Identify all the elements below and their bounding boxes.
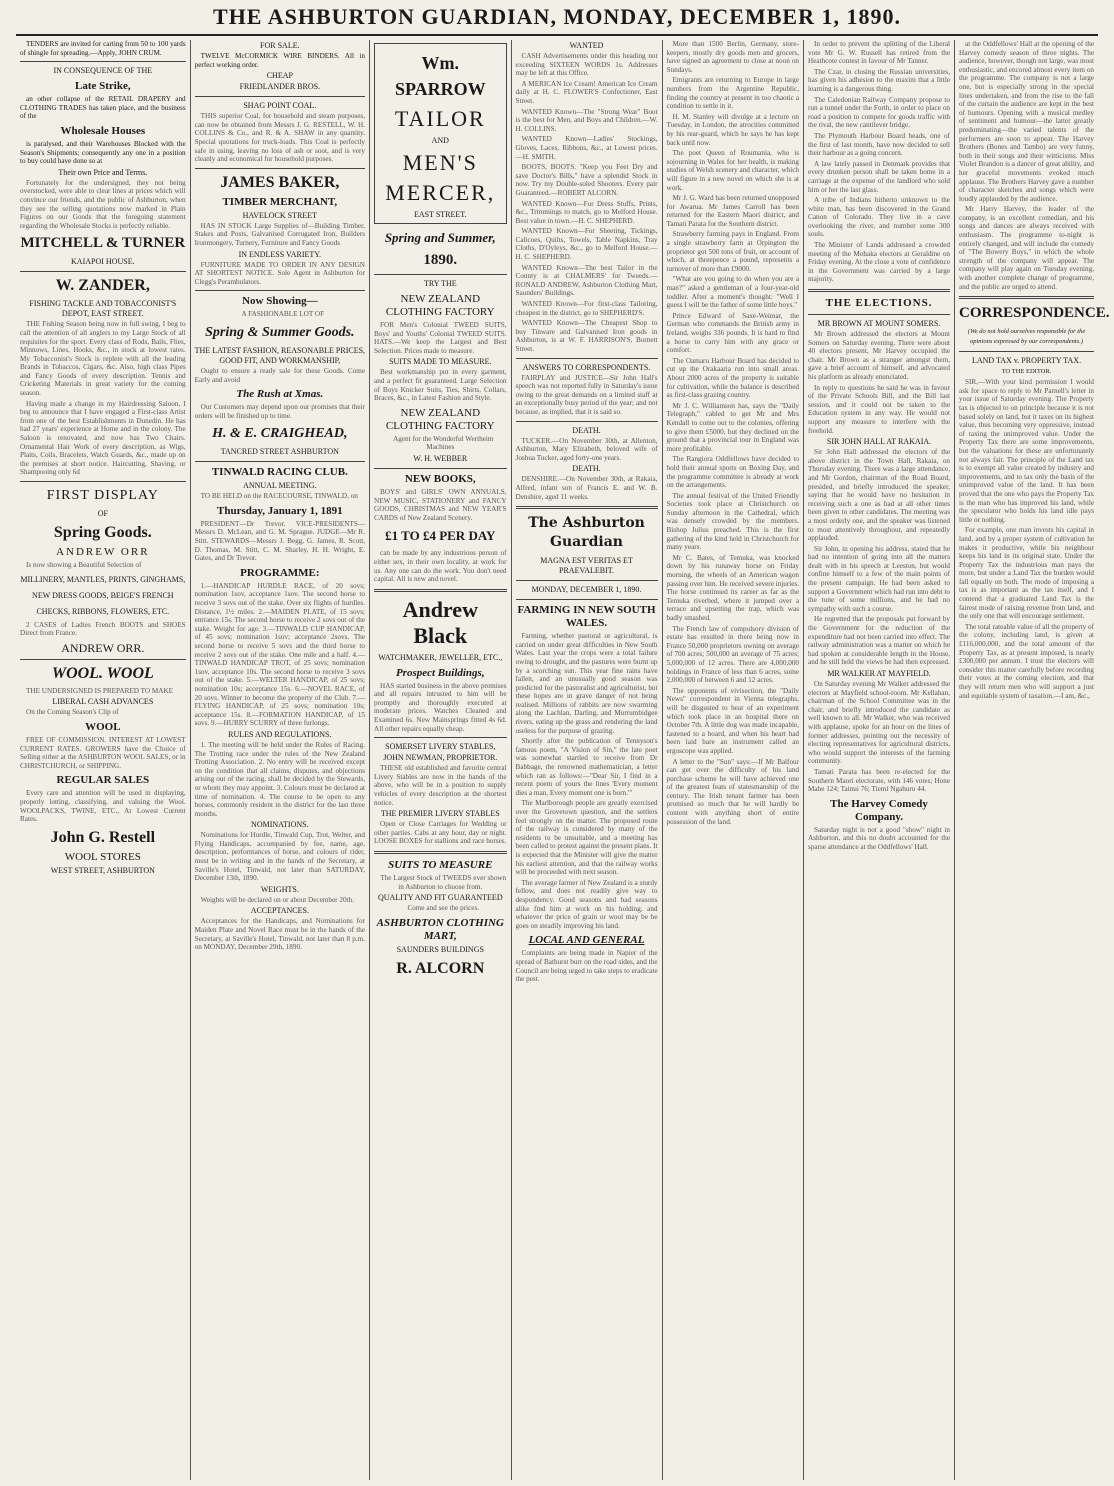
and-word: AND: [431, 136, 449, 145]
shag-point: SHAG POINT COAL.: [243, 101, 317, 111]
binders-notice: TWELVE McCORMICK WIRE BINDERS. All in perfect working order.: [194, 52, 366, 69]
mayfield: MR WALKER AT MAYFIELD.: [827, 669, 931, 678]
james-baker: JAMES BAKER,: [220, 173, 340, 191]
to-editor: TO THE EDITOR.: [1001, 368, 1052, 376]
spring-summer-goods: Spring & Summer Goods.: [205, 324, 355, 340]
restell-name: John G. Restell: [50, 828, 156, 846]
death-1: DEATH.: [572, 425, 601, 435]
friedlander: FRIEDLANDER BROS.: [239, 82, 321, 92]
correspondence-heading: CORRESPONDENCE.: [959, 305, 1110, 322]
newman: JOHN NEWMAN, PROPRIETOR.: [383, 753, 498, 763]
of-word: OF: [97, 509, 108, 518]
tancred-street: TANCRED STREET ASHBURTON: [220, 447, 339, 457]
new-books: NEW BOOKS,: [404, 472, 476, 485]
column-2: FOR SALE. TWELVE McCORMICK WIRE BINDERS. All in perfect working order. CHEAP FRIEDLANDER BROS. SHAG POINT COAL. THIS superior Coal, for household and steam purposes, can now be obtained from Messrs J. G. RESTELL, W. H. COLLINS & Co., and R. & A. SHAW in any quantity. Special quotations for truck-loads. This Coal is perfectly safe in using, leaving no loss of ash or soot, and is very cleanly and economical for household purposes. JAMES BAKER, TIMBER MERCHANT, HAVELOCK STREET HAS IN STOCK Large Supplies of—Building Timber, Stakes and Posts, Galvanised Corrugated Iron, Builders Ironmongery, Turnery, Furniture and Fancy Goods IN ENDLESS VARIETY. FURNITURE MADE TO ORDER IN ANY DESIGN AT SHORTEST NOTICE. Sole Agent in Ashburton for Clegg's Perambulators. Now Showing— A FASHIONABLE LOT OF Spring & Summer Goods. THE LATEST FASHION, REASONABLE PRICES, GOOD FIT, AND WORKMANSHIP, Ought to ensure a ready sale for these Goods. Come Early and avoid The Rush at Xmas. Our Customers may depend upon our promises that their orders will be finished up to time. H. & E. CRAIGHEAD, TANCRED STREET ASHBURTON TINWALD RACING CLUB. ANNUAL MEETING. TO BE HELD on the RACECOURSE, TINWALD, on Thursday, January 1, 1891 PRESIDENT—Dr Trevor. VICE-PRESIDENTS—Messrs D. McLean, and G. M. Sprague. JUDGE—Mr R. Stitt. STEWARDS—Messrs J. Begg, G. James, R. Scott, D. Thomas, M. Stitt, C. M. Sharley, H. H. Wright, E. Gates, and Dr Trevor. PROGRAMME: 1.—HANDICAP HURDLE RACE, of 20 sovs; nomination 1sov, acceptance 1sov. The second horse to receive 3 sovs out of the stake. Over six flights of hurdles. Distance, 1½ miles. 2.—MAIDEN PLATE, of 15 sovs; entrance 15s. The second horse to receive 2 sovs out of the stake. Weight for age. 3.—TINWALD CUP HANDICAP, of 45 sovs; nomination 1sov; acceptance 2sovs. The second horse to receive 5 sovs and the third horse to receive 2 sovs out of the stake. One mile and a half. 4.—TINWALD HANDICAP TROT, of 25 sovs; nomination 1sov, acceptance 10s. The second horse to receive 3 sovs out of the stake. 5.—WELTER HANDICAP, of 25 sovs; nomination 10s; acceptance 15s. 6.—NOVEL RACE, of 20 sovs. Winner to become the property of the Club. 7.—FLYING HANDICAP, of 25 sovs; nomination 10s; acceptance 15s. 8.—FORMATION HANDICAP, of 15 sovs. 9.—HURRY SCURRY of three furlongs. RULES AND REGULATIONS. 1. The meeting will be held under the Rules of Racing. The Trotting race under the rules of the New Zealand Trotting Association. 2. No entry will be received except on the condition that all claims, disputes, and objections arising out of the racing, shall be decided by the Stewards, or whom they may appoint. 3. Colours must be declared at time of nomination. 4. The course to be open to any horses, commonly resident in the district for the last three months. NOMINATIONS. Nominations for Hurdle, Tinwald Cup, Trot, Welter, and Flying Handicaps, accompanied by fee, name, age, description, performances of horse, and colours of rider, must be in writing and in the hands of the Secretary, at Saville's Hotel, Tinwald, not later than SATURDAY, December 13th, 1890. WEIGHTS. Weights will be declared on or about December 20th. ACCEPTANCES. Acceptances for the Handicaps, and Nominations for Maiden Plate and Novel Race must be in the hands of the Secretary, at Saville's Hotel, Tinwald, not later than 8 p.m. on MONDAY, December 29th, 1890.: [191, 40, 370, 1480]
wholesale-body: is paralysed, and their Warehouses Blocked with the Season's Shipments; consequently any one in a position to buy could have done so at: [20, 139, 186, 166]
prospect-buildings: Prospect Buildings,: [395, 666, 485, 679]
column-4: WANTED CASH Advertisements under this heading not exceeding SIXTEEN WORDS 1s. Addresses may be left at this Office. A MERICAN Ice Cream! American Ice Cream daily at H. C. FLOWER'S Confectioner, East Street. WANTED Known—The "Strong Wear" Boot is the best for Men, and Boys and Children.—W. H. COLLINS. WANTED Known—Ladies' Stockings, Gloves, Laces, Ribbons, &c., at Lowest prices.—H. SMITH. BOOTS, BOOTS. "Keep you Feet Dry and save Doctor's Bills," have a splendid Stock in now. Try my Double-soled Shooters. Every pair Guaranteed.—ROBERT ALCORN. WANTED Known—For Dress Stuffs, Prints, &c., Trimmings to match, go to Melford House. Best value in town.—H. C. SHEPHERD. WANTED Known—For Sheeting, Tickings, Calicoes, Quilts, Towels, Table Napkins, Tray Cloths, D'Oyleys, &c., go to Melford House.—H. C. SHEPHERD. WANTED Known—The best Tailor in the County is at CHALMERS' for Tweeds.—RONALD ANDREW, Ashburton Clothing Mart, Saunders' Buildings. WANTED Known—For first-class Tailoring, cheapest in the district, go to SHEPHERD'S. WANTED Known—The Cheapest Shop to buy Tinware and Galvanised Iron goods in Ashburton, is at W. F. HARRISON'S, Burnett Street. ANSWERS TO CORRESPONDENTS. FAIRPLAY and JUSTICE—Sir John Hall's speech was not reported fully in Saturday's issue owing to the great demands on a limited staff at an exceptionally busy period of the year; and not because, as implied, that it is said so. DEATH. TUCKER.—On November 30th, at Allenton, Ashburton, Mary Elizabeth, beloved wife of Joshua Tucker, aged forty-one years. DEATH. DENSHIRE.—On November 30th, at Rakaia, Alfred, infant son of Francis E. and W. B. Denshire, aged 11 weeks. The Ashburton Guardian MAGNA EST VERITAS ET PRAEVALEBIT. MONDAY, DECEMBER 1, 1890. FARMING IN NEW SOUTH WALES. Farming, whether pastoral or agricultural, is carried on under great difficulties in New South Wales. Last year the crops were a total failure owing to drought, and the pastures were burnt up by a scorching sun. This year fine rains have fallen, and an unusually good season was predicted for the pastoralist and agriculturist, but these hopes are in grave danger of not being realised. Millions of rabbits are now swarming along the Lachlan, Darling, and Murrumbidgee rivers, eating up the grass and rendering the land useless for the purpose of grazing. Shortly after the publication of Tennyson's famous poem, "A Vision of Sin," the late poet was somewhat startled to receive from Dr Babbage, the renowned mathematician, a letter which ran as follows:—"Dear Sir, I find in a recent poem of yours the lines 'Every moment dies a man, Every moment one is born.'" The Marlborough people are greatly exercised over the Grovetown question, and the settlers feel strongly on the matter. The proposed route of the railway is considered by many of the residents to be unsuitable, and a meeting has been called to protest against the present plans. It is expected that the Minister will give the matter his earliest attention, and that the railway works will be proceeded with next season. The average farmer of New Zealand is a sturdy fellow, and does not readily give way to despondency. Good seasons and bad seasons alike find him at work on his holding, and whatever the price of grain or wool may be he goes on steadily improving his land. LOCAL AND GENERAL Complaints are being made in Napier of the spread of Bathurst burr on the road sides, and the Council are being urged to take steps to eradicate the pest.: [512, 40, 663, 1480]
tailor: TAILOR: [394, 106, 486, 131]
land-tax-heading: LAND TAX v. PROPERTY TAX.: [971, 356, 1082, 366]
andrew-orr-sign: ANDREW ORR.: [61, 640, 145, 655]
local-general: LOCAL AND GENERAL: [528, 934, 645, 947]
endless-variety: IN ENDLESS VARIETY.: [238, 249, 322, 259]
andrew-black: Andrew Black: [402, 596, 478, 648]
weights: WEIGHTS.: [260, 884, 299, 894]
sparrow-ad: [374, 43, 507, 224]
east-street: EAST STREET.: [413, 210, 467, 219]
orr-list: MILLINERY, MANTLES, PRINTS, GINGHAMS, NEW DRESS GOODS, BEIGE'S FRENCH CHECKS, RIBBONS, FLOWERS, ETC.: [20, 574, 186, 616]
nz-factory-2: NEW ZEALAND CLOTHING FACTORY: [385, 406, 495, 432]
terms-line: Their own Price and Terms.: [58, 167, 148, 177]
wool-stores: WOOL STORES: [64, 850, 141, 863]
mercer: MERCER,: [385, 180, 496, 205]
for-sale: FOR SALE.: [260, 41, 300, 50]
strike-title: Late Strike,: [75, 80, 131, 93]
column-5: More than 1500 Berlin, Germany, store-keepers, mostly dry goods men and grocers, have signed an agreement to close at noon on Sundays. Emigrants are returning to Europe in large numbers from the Argentine Republic, finding the country at present in too chaotic a condition to settle in it. H. M. Stanley will divulge at a lecture on Tuesday, in London, the atrocities committed by his rear-guard, which he says he has kept back until now. The poet Queen of Roumania, who is sojourning in Wales for her health, is making studies of Welsh scenery and character, which will figure in a new novel on which she is at work. Mr J. G. Ward has been returned unopposed for Awarua. Mr James Carroll has been returned for the Eastern Maori district, and Tamati Parata for the Southern district. Strawberry farming pays in England. From a single strawberry farm at Orpington the proprietor got 500 tons of fruit, on account of which, at threepence a pound, represents a turnover of more than £9000. "What are you going to do when you are a man?" asked a gentleman of a four-year-old toddler. After a moment's thought: "Well I guess I will be the father of some little boys." Prince Edward of Saxe-Weimar, the German who commands the British army in Ireland, weighs 336 pounds. It is hard to find a horse to carry him with any grace or comfort. The Oamaru Harbour Board has decided to cut up the Orakaaria run into small areas. About 2000 acres of the property is suitable for cultivation, while the balance is described as first-class grazing country. Mr J. C. Williamson has, says the "Daily Telegraph," cabled to get Mr and Mrs Kendall to come out to the colonies, offering to give them £5000, but they declined on the ground that a provincial tour in England was more profitable. The Rangiora Oddfellows have decided to hold their annual sports on Boxing Day, and the programme committee is already at work on the arrangements. The annual festival of the United Friendly Societies took place at Christchurch on Sunday afternoon in the Cathedral, which was densely crowded by the members. Bishop Julius preached. This is the first gathering of the kind held in Christchurch for many years. Mr C. Bates, of Temuka, was knocked down by his runaway horse on Friday morning, the wheels of an American wagon passing over him. He received severe injuries. The horse continued its career as far as the Temuka riverbed, where it jumped over a terrace and upsetting the trap, which was badly smashed. The French law of compulsory division of estate has resulted in there being now in France 50,000 proprietors owning on average of 700 acres; 500,000 an average of 75 acres; 5,000,000 of 12 acres. There are 4,000,000 holdings in France of less than 6 acres, some 2,000,000 of between 6 and 12 acres. The opponents of vivisection, the "Daily News" correspondent in Vienna telegraphs, will be disgusted to hear of an experiment which took place in an hospital there on October 7th. A little dog was made incapable, fastened to a board, and when his heart had been laid bare an instrument called an ergoscope was applied. A letter to the "Sun" says:—If Mr Balfour can get over the difficulty of his land purchase scheme he will have achieved one of the greatest feats of statesmanship of the century. The Irish tenant farmer has been promised so much that he will hardly be content with anything short of entire possession of the land.: [663, 40, 805, 1480]
cheap: CHEAP: [266, 71, 293, 81]
programme: PROGRAMME:: [240, 566, 320, 579]
strike-heading: IN CONSEQUENCE OF THE: [53, 66, 153, 76]
annual-meeting: ANNUAL MEETING.: [243, 481, 317, 491]
try-the: TRY THE: [423, 279, 457, 288]
suits-made: SUITS MADE TO MEASURE.: [389, 357, 492, 367]
clothing-mart: ASHBURTON CLOTHING MART,: [376, 916, 504, 942]
timber-merchant: TIMBER MERCHANT,: [222, 195, 338, 208]
webber: W. H. WEBBER: [413, 453, 468, 463]
regular-sales: REGULAR SALES: [56, 774, 150, 787]
paper-title: The Ashburton Guardian: [528, 515, 645, 551]
craighead: H. & E. CRAIGHEAD,: [212, 426, 348, 442]
spring-summer: Spring and Summer,: [384, 230, 496, 245]
now-showing: Now Showing—: [242, 295, 318, 308]
death-2: DEATH.: [572, 464, 601, 474]
wool-title: WOOL. WOOL: [51, 664, 154, 682]
tinwald-racing: TINWALD RACING CLUB.: [211, 466, 348, 479]
year: 1890.: [423, 252, 458, 268]
wholesale-title: Wholesale Houses: [60, 124, 146, 137]
alcorn: R. ALCORN: [396, 959, 485, 977]
rakaia: SIR JOHN HALL AT RAKAIA.: [826, 437, 932, 447]
somerset-stables: SOMERSET LIVERY STABLES,: [385, 742, 496, 752]
nz-clothing: NEW ZEALAND CLOTHING FACTORY: [385, 293, 495, 318]
wool-word: WOOL: [85, 720, 121, 733]
saunders-buildings: SAUNDERS BUILDINGS: [396, 944, 484, 954]
rules-regulations: RULES AND REGULATIONS.: [228, 729, 332, 739]
nominations: NOMINATIONS.: [251, 820, 309, 830]
masthead-title: THE ASHBURTON GUARDIAN, MONDAY, DECEMBER 1, 1890.: [213, 4, 901, 29]
column-6: In order to prevent the splitting of the Liberal vote Mr G. W. Russell has retired from the Heathcote contest in favour of Mr Tanner. The Czar, in closing the Russian universities, has given his adhesion to the maxim that a little learning is a dangerous thing. The Caledonian Railway Company propose to run a tunnel under the Forth, in order to place on road a position to compete for goods traffic with the rival, the new cantilever bridge. The Plymouth Harbour Board heads, one of the first of last month, have now decided to sell their harbour as a going concern. A law lately passed in Denmark provides that every drunken person shall be taken home in a carriage at the expense of the landlord who sold him or her the last glass. A tribe of Indians hitherto unknown to the white man, has been discovered in the Grand Canon of Colorado. They live in a cave overlooking the river, and number some 300 souls. The Minister of Lands addressed a crowded meeting of the Mohaka electors at Geraldine on Friday evening. At the close a vote of confidence in the Government was carried by a large majority. THE ELECTIONS. MR BROWN AT MOUNT SOMERS. Mr Brown addressed the electors at Mount Somers on Saturday evening. There were about 40 electors present, Mr Harvey occupied the chair. Mr Brown as a stranger amongst them, gave a brief account of himself, and advocated his platform as already enunciated. In reply to questions he said he was in favour of the Private Schools Bill, and the Bill last session, and it could not be taken to the Education system in any way. He would not support any measure to interfere with the freehold. SIR JOHN HALL AT RAKAIA. Sir John Hall addressed the electors of the above district in the Town Hall, Rakaia, on Thursday evening. There was a large attendance, and Mr Gordon, chairman of the Road Board, presided, and briefly introduced the speaker, saying that he would have no hesitation in receiving such a one as had at all other times been given to other candidates. The meeting was a most orderly one, and the speaker was listened to most attentively throughout, and repeatedly applauded. Sir John, in opening his address, stated that he had no intention of going into all the matters dealt with in his speech at Leeston, but would confine himself to a few of the main points of the present campaign. He had been asked to support a Government which had run into debt to the tune of some millions, and he had no sympathy with such a course. He regretted that the proposals put forward by the Government for the reduction of the expenditure had not been carried into effect. The railway administration was a matter on which he had spoken at considerable length in the House, and he still held the views he had then expressed. MR WALKER AT MAYFIELD. On Saturday evening Mr Walker addressed the electors at Mayfield school-room. Mr Kellahan, chairman of the School Committee was in the chair, and briefly introduced the candidate as well known to all. Mr Walker, who was received with applause, spoke for an hour on the lines of former addresses, pointing out the necessity of electing representatives for agricultural districts, who would support the interests of the farming community. Tamati Parata has been re-elected for the Southern Maori electorate, with 146 votes; Hone Mahe 124; Tainui 76; Tiemi Ngahuru 44. The Harvey Comedy Company. Saturday night is not a good "show" night in Ashburton, and this no doubt accounted for the sparse attendance at the Oddfellows' Hall.: [804, 40, 955, 1480]
watchmaker: WATCHMAKER, JEWELLER, ETC.,: [378, 652, 503, 662]
masthead: [16, 4, 1098, 36]
mount-somers: MR BROWN AT MOUNT SOMERS.: [817, 319, 941, 329]
column-1: TENDERS are invited for carting from 50 to 100 yards of shingle for spreading.—Apply, JOHN CRUM. IN CONSEQUENCE OF THE Late Strike, an other collapse of the RETAIL DRAPERY and CLOTHING TRADES has taken place, and the business of the Wholesale Houses is paralysed, and their Warehouses Blocked with the Season's Shipments; consequently any one in a position to buy could have done so at Their own Price and Terms. Fortunately for the undersigned, they not being overstocked, were able to clear lines at prices which will convince our friends, and the public of Ashburton, when they see the selling quotations now marked in Plain Figures on our Goods that the foregoing statement regarding the Wholesale Stocks is perfectly reliable. MITCHELL & TURNER KAIAPOI HOUSE. W. ZANDER, FISHING TACKLE AND TOBACCONIST'S DEPOT, EAST STREET. THE Fishing Season being now in full swing, I beg to call the attention of all anglers to my Large Stock of all requisites for the sport. Every class of Rods, Bails, Flies, Minnows, Lines, Hooks, &c., in stock at lowest rates. My Tobacconist's Stock is replete with all the leading Brands in Tobaccos, Cigars, &c. Also, high class Pipes and Fancy Goods of every description. Tennis and Cricketing Materials in great variety for the coming season. Having made a change in my Hairdressing Saloon, I beg to announce that I have engaged a First-class Artist from one of the best Establishments in Dunedin. He has had 27 years' experience at Home and in the colony. The Saloon is renovated, and now has Two Chairs. Ornamental Hair Work of every description, as Wigs, Plaits, Coils, Bracelets, Watch Guards, &c., made up on the premises at short notice. Haircutting, Shaving, or Shampooing only 6d FIRST DISPLAY OF Spring Goods. ANDREW ORR Is now showing a Beautiful Selection of MILLINERY, MANTLES, PRINTS, GINGHAMS, NEW DRESS GOODS, BEIGE'S FRENCH CHECKS, RIBBONS, FLOWERS, ETC. 2 CASES of Ladies French BOOTS and SHOES Direct from France. ANDREW ORR. WOOL. WOOL THE UNDERSIGNED IS PREPARED TO MAKE LIBERAL CASH ADVANCES On the Coming Season's Clip of WOOL FREE OF COMMISSION. INTEREST AT LOWEST CURRENT RATES. GROWERS have the Choice of Selling either at the ASHBURTON WOOL SALES, or in CHRISTCHURCH, or SHIPPING. REGULAR SALES Every care and attention will be used in displaying, properly lotting, classifying, and valuing the Wool. WOOLPACKS, TWINE, ETC., At Lowest Current Rates. John G. Restell WOOL STORES WEST STREET, ASHBURTON: [16, 40, 191, 1480]
harvey-company: The Harvey Comedy Company.: [830, 797, 928, 823]
premier-stables: THE PREMIER LIVERY STABLES: [380, 809, 500, 819]
elections-heading: THE ELECTIONS.: [825, 297, 933, 310]
paper-motto: MAGNA EST VERITAS ET PRAEVALEBIT.: [540, 556, 633, 576]
zander-title: W. ZANDER,: [55, 277, 150, 295]
wanted-heading: WANTED: [569, 41, 604, 50]
andrew-orr: ANDREW ORR: [56, 546, 150, 558]
mens: MEN'S: [402, 150, 478, 175]
first-display: FIRST DISPLAY: [46, 488, 159, 503]
latest-fashion: THE LATEST FASHION, REASONABLE PRICES, GOOD FIT, AND WORKMANSHIP,: [194, 345, 366, 365]
suits-to-measure: SUITS TO MEASURE: [388, 859, 493, 871]
strike-body: an other collapse of the RETAIL DRAPERY and CLOTHING TRADES has taken place, and the business of the: [20, 95, 186, 121]
column-7: at the Oddfellows' Hall at the opening of the Harvey comedy season of three nights. The audience, however, though not large, was most enthusiastic, and encored almost every item on the programme. The company is not a large one, but is especially strong in the special lines undertaken, and from the rise to the fall of the curtain the audience are kept in the best of humours. Opening with a musical medley of sentiment and humour—the latter greatly predominating—the varied talents of the performers are soon to appear. The Harvey Brothers (Bones and Tambo) are very funny, both in their songs and their witticisms. Miss Violet Brandon is a dancer of great ability, and her graceful movements evoked much applause. The Brothers Harvey gave a number of character sketches and songs which were loudly applauded by the audience. Mr Harry Harvey, the leader of the company, is an excellent comedian, and his songs and dances are always received with enthusiasm. The programme to-night is entirely changed, and will include the comedy of "The Bowery Boys," in which the whole strength of the company will appear. The company will play again on Tuesday evening, with another complete change of programme, and the public are urged to attend. CORRESPONDENCE. (We do not hold ourselves responsible for the opinions expressed by our correspondents.) LAND TAX v. PROPERTY TAX. TO THE EDITOR. SIR,—With your kind permission I would ask for space to reply to Mr Parnell's letter in your issue of Saturday evening. The Property tax is objected to on principle because it is not based solely on land, but it taxes on its highest value, thus becoming very oppressive, instead of taxing the unimproved value. Under the Property Tax there are some improvements, but the valuations for these are unfortunately not always fair. The principle of the Land tax is to exempt all value created by industry and improvements, and to tax only the basis of the unimproved value of the land. It has been proved that the one who pays the Property Tax is the man who has improved his land, while the speculator who holds his land idle pays little or nothing. For example, one man invests his capital in land, and by a proper system of cultivation he makes it productive, while his neighbour keeps his land in its original state. Under the Property Tax the industrious man pays the more, but under a Land Tax the burden would fall equally on both. The mode of imposing a tax is as important as the tax itself, and I contend that a graduated Land Tax is the fairest mode of raising revenue from land, and the only one that will encourage settlement. The total rateable value of all the property of the colony, including land, is given at £116,000,000, and the total amount of the Property Tax, as at present imposed, is nearly £300,000 per annum. I trust the electors will consider this matter carefully before recording their votes at the coming election, and that they will return men who will support a just and equitable system of taxation.—I am, &c.,: [959, 40, 1110, 700]
quality-guaranteed: QUALITY AND FIT GUARANTEED: [377, 893, 503, 903]
answers-correspondents: ANSWERS TO CORRESPONDENTS.: [522, 362, 651, 372]
columns: [16, 40, 1110, 1480]
acceptances: ACCEPTANCES.: [250, 906, 309, 916]
disclaimer: (We do not hold ourselves responsible for the opinions expressed by our correspondents.): [967, 328, 1086, 346]
meeting-date: Thursday, January 1, 1891: [217, 504, 343, 517]
column-3: Wm. SPARROW TAILOR AND MEN'S MERCER, EAST STREET. Spring and Summer, 1890. TRY THE NEW ZEALAND CLOTHING FACTORY FOR Men's Colonial TWEED SUITS, Boys' and Youths' Colonial TWEED SUITS. HATS.—We keep the Largest and Best Selection. Prices made to measure. SUITS MADE TO MEASURE. Best workmanship put in every garment, and a perfect fit guaranteed. Large Selection of Boys Knicker Suits, Ties, Shirts, Collars, Braces, &c., in Latest Fashion and Style. NEW ZEALAND CLOTHING FACTORY Agent for the Wonderful Wertheim Machines W. H. WEBBER NEW BOOKS, BOYS' and GIRLS' OWN ANNUALS, NEW MUSIC, STATIONERY and FANCY GOODS, CHRISTMAS and NEW YEAR'S CARDS of New Zealand Scenery. £1 TO £4 PER DAY can be made by any industrious person of either sex, in their own locality, at work for us. Any one can do the work. You don't need capital. All is new and novel. Andrew Black WATCHMAKER, JEWELLER, ETC., Prospect Buildings, HAS started business in the above premises and all repairs intrusted to him will be promptly and thoroughly executed at moderate prices. Watches Cleaned and Examined 6s. New Mainsprings fitted 4s 6d. All other repairs equally cheap. SOMERSET LIVERY STABLES, JOHN NEWMAN, PROPRIETOR. THESE old established and favorite central Livery Stables are now in the hands of the above, who will be in a position to supply vehicles of every description at the shortest notice. THE PREMIER LIVERY STABLES Open or Close Carriages for Wedding or other parties. Cabs at any hour, day or night. LOOSE BOXES for stallions and race horses. SUITS TO MEASURE The Largest Stock of TWEEDS ever shown in Ashburton to choose from. QUALITY AND FIT GUARANTEED Come and see the prices. ASHBURTON CLOTHING MART, SAUNDERS BUILDINGS R. ALCORN: [370, 40, 512, 1480]
west-street: WEST STREET, ASHBURTON: [50, 865, 155, 875]
farming-heading: FARMING IN NEW SOUTH WALES.: [517, 604, 656, 630]
kaiapoi-house: KAIAPOI HOUSE.: [71, 257, 135, 267]
havelock-street: HAVELOCK STREET: [242, 210, 317, 220]
sparrow-name: Wm. SPARROW: [394, 53, 486, 99]
xmas-rush: The Rush at Xmas.: [236, 388, 324, 401]
mitchell-turner: MITCHELL & TURNER: [20, 235, 186, 252]
zander-sub: FISHING TACKLE AND TOBACCONIST'S DEPOT, EAST STREET.: [29, 299, 177, 319]
spring-goods: Spring Goods.: [53, 524, 152, 541]
cash-advances: LIBERAL CASH ADVANCES: [52, 697, 154, 707]
paper-date: MONDAY, DECEMBER 1, 1890.: [531, 585, 642, 595]
price-range: £1 TO £4 PER DAY: [385, 528, 496, 544]
tenders-notice: TENDERS are invited for carting from 50 to 100 yards of shingle for spreading.—Apply, JOHN CRUM.: [20, 40, 186, 57]
